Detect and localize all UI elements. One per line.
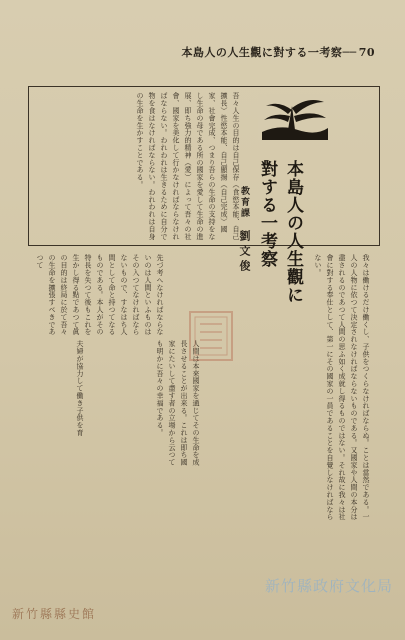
author-role: 教育課 — [239, 186, 249, 219]
title-line-1: 本島人の人生觀に — [283, 160, 303, 304]
archive-stamp: 新竹縣縣史館 — [12, 607, 97, 621]
page-number: 70 — [358, 46, 375, 59]
tree-illustration — [258, 94, 330, 140]
library-seal — [188, 310, 234, 362]
archive-watermark: 新竹縣政府文化局 — [264, 577, 393, 595]
running-title: 本島人の人生觀に對する一考察 — [181, 46, 343, 59]
body-top-text: 吾々人生の目的は自己保存（食慾本能、自己擴長）性慾本能、自己顯揚（自己完成）國家、社會完成、つまり吾らの生命の支持をなし生命の母である所の國家を愛して生命の進展、即ち強力的精神（愛）によって吾々の社會、國家を美化して行かなければならなければならない。われわれは生きるために自分で物を食はなければならない。われわれは自身の生命を生かすことである。 — [136, 92, 240, 240]
title-line-2: 對する一考察 — [257, 160, 277, 268]
body-paragraph-3: 我々は働けるだけ働くし、子供をつくらなければならぬ。ことは當然である。一人の人物に依つて決定されなければならないものである。又國家や人間の本分は盡されるのであつて人間の思ふ如く成就し得るものではない。それ故に我々は社會に對する奉仕として、第一にその國家の一員であることを自覺しなければならない。 — [314, 254, 370, 521]
body-paragraph-4: 人間は本來國家を通じてその生命を成長させることが出来る。これは即ち國家にたいして盡す者の立場から云つても明かに吾々の幸福である。 — [156, 340, 200, 466]
body-paragraph-1: 先づ考へなければならないのは人間といふものはその入つてなければならないもので、すなはち人間として命と持つてなるものである。本人がその特長を失つて後もこれを生かし得る點であつて眞の目的は終局に於て吾々の生命を擴張すべきであつて — [36, 254, 164, 336]
author-name: 劉文俊 — [238, 230, 251, 276]
body-paragraph-2: 夫婦が協力して働き子供を育 — [76, 340, 84, 437]
running-header: 本島人の人生觀に對する一考察── 70 — [181, 46, 375, 59]
